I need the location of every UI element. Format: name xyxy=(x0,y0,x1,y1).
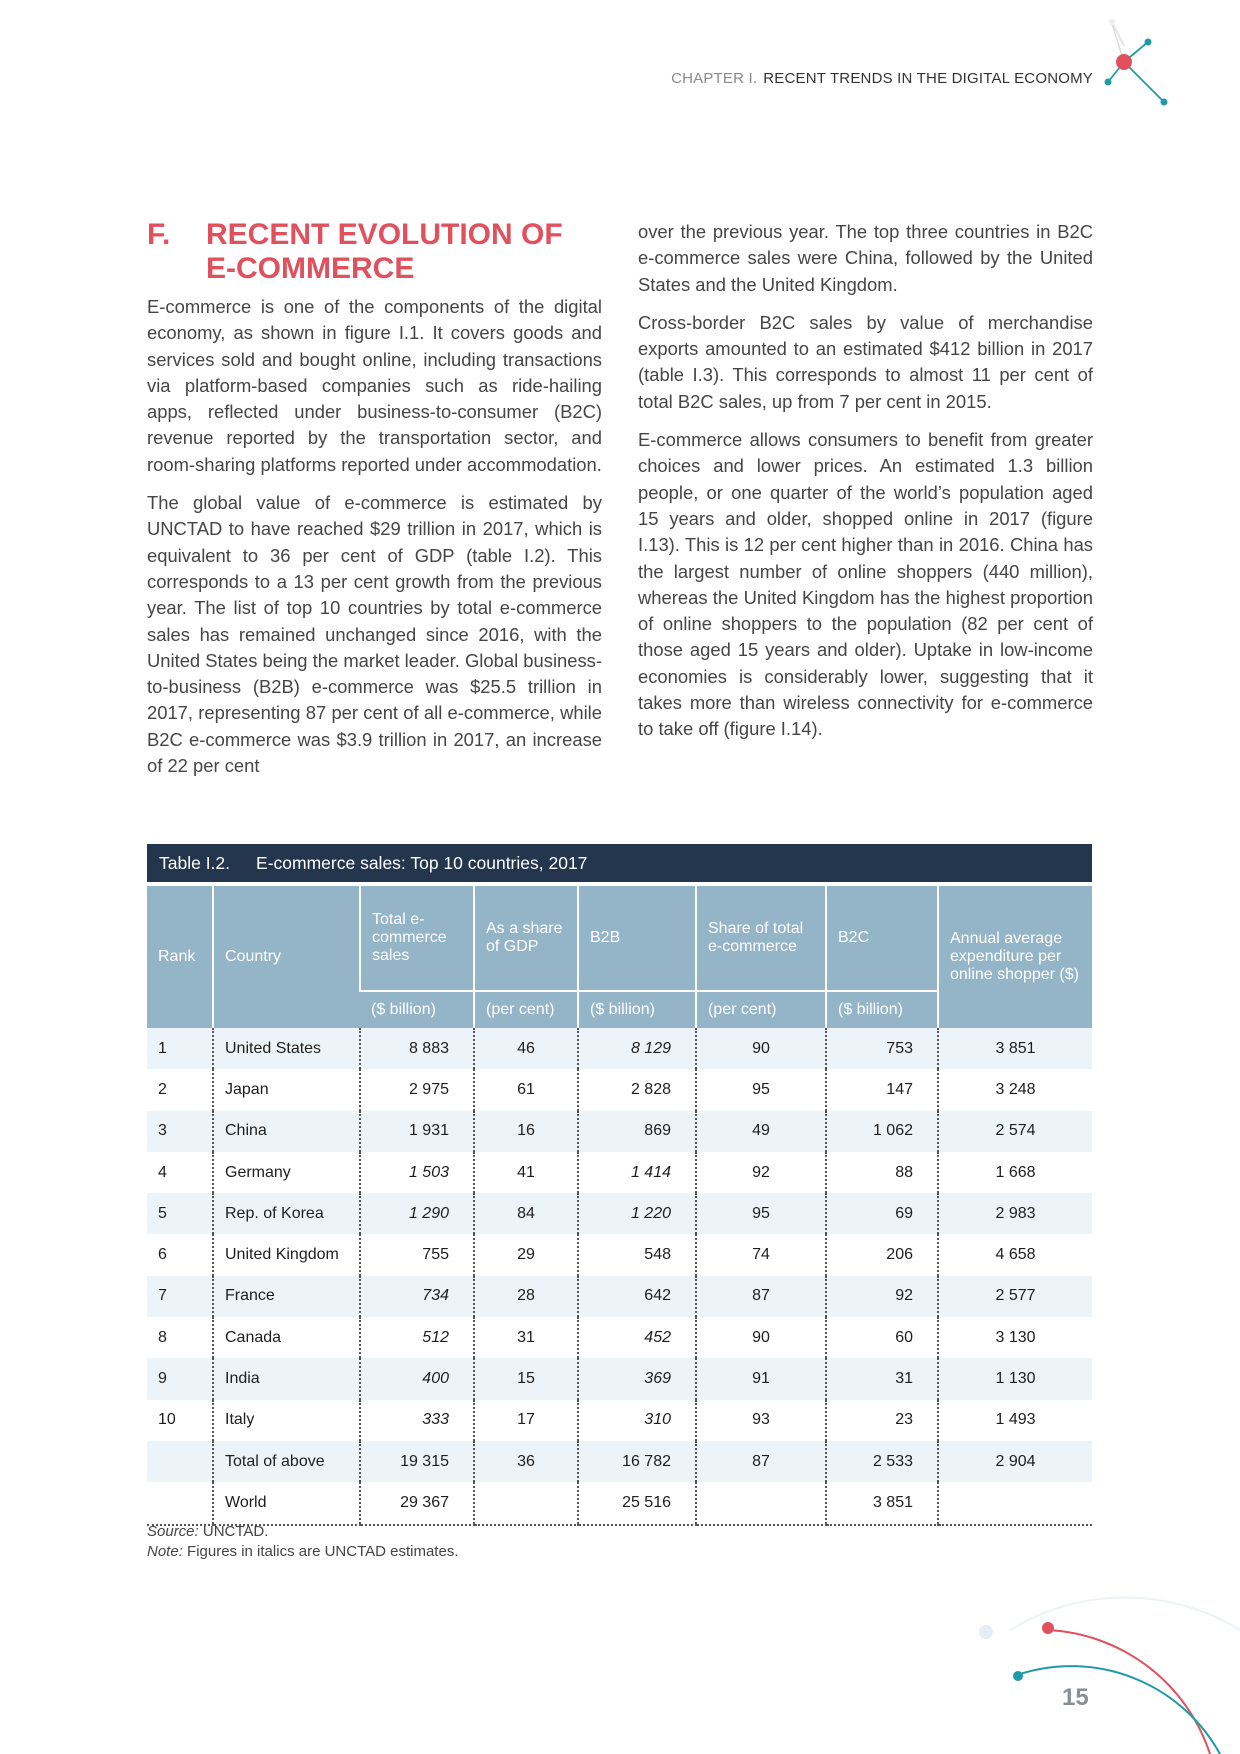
cell-b2c: 88 xyxy=(826,1152,938,1193)
source-text: UNCTAD. xyxy=(202,1523,269,1540)
cell-annual: 2 983 xyxy=(938,1193,1092,1234)
col-header-share-gdp: As a share of GDP xyxy=(474,886,578,991)
cell-total: 734 xyxy=(360,1276,474,1317)
cell-b2c: 1 062 xyxy=(826,1111,938,1152)
cell-total: 755 xyxy=(360,1234,474,1275)
cell-country: United States xyxy=(213,1028,360,1069)
cell-country: China xyxy=(213,1111,360,1152)
cell-country: Rep. of Korea xyxy=(213,1193,360,1234)
table-row-total xyxy=(147,1441,1092,1482)
cell-rank: 2 xyxy=(147,1069,213,1110)
cell-rank xyxy=(147,1441,213,1482)
cell-share-gdp xyxy=(474,1482,578,1524)
cell-b2c: 206 xyxy=(826,1234,938,1275)
cell-b2b: 310 xyxy=(578,1400,696,1441)
cell-annual: 3 248 xyxy=(938,1069,1092,1110)
cell-total: 2 975 xyxy=(360,1069,474,1110)
cell-share-total xyxy=(696,1482,826,1524)
cell-share-total: 90 xyxy=(696,1317,826,1358)
cell-annual: 2 574 xyxy=(938,1111,1092,1152)
cell-share-gdp: 46 xyxy=(474,1028,578,1069)
cell-total: 8 883 xyxy=(360,1028,474,1069)
table-row xyxy=(147,1193,1092,1234)
cell-rank: 5 xyxy=(147,1193,213,1234)
paragraph: E-commerce allows consumers to benefit from greater choices and lower prices. An estimated 1.3 billion people, or one quarter of the world’s population aged 15 years and older, shopped online in 2017 (figure I.13). This is 12 per cent higher than in 2016. China has the largest number of online shoppers (440 million), whereas the United Kingdom has the highest proportion of online shoppers to the population (82 per cent of those aged 15 years and older). Uptake in low-income economies is considerably lower, suggesting that it takes more than wireless connectivity for e-commerce to take off (figure I.14). xyxy=(638,429,1093,740)
cell-total: 29 367 xyxy=(360,1482,474,1524)
cell-country: Italy xyxy=(213,1400,360,1441)
cell-share-gdp: 36 xyxy=(474,1441,578,1482)
source-line xyxy=(147,1522,459,1542)
cell-total: 1 290 xyxy=(360,1193,474,1234)
cell-b2b: 2 828 xyxy=(578,1069,696,1110)
cell-b2c: 92 xyxy=(826,1276,938,1317)
cell-annual: 3 851 xyxy=(938,1028,1092,1069)
cell-total: 1 503 xyxy=(360,1152,474,1193)
cell-b2b: 16 782 xyxy=(578,1441,696,1482)
cell-b2c: 60 xyxy=(826,1317,938,1358)
ecommerce-table xyxy=(147,886,1092,1526)
unit-share-total: (per cent) xyxy=(696,991,826,1028)
cell-annual xyxy=(938,1482,1092,1524)
note-line xyxy=(147,1542,459,1562)
cell-b2c: 23 xyxy=(826,1400,938,1441)
table-number: Table I.2. xyxy=(159,853,231,873)
cell-share-gdp: 84 xyxy=(474,1193,578,1234)
cell-b2c: 3 851 xyxy=(826,1482,938,1524)
note-label: Note: xyxy=(147,1543,183,1560)
cell-b2b: 452 xyxy=(578,1317,696,1358)
cell-total: 512 xyxy=(360,1317,474,1358)
cell-share-gdp: 29 xyxy=(474,1234,578,1275)
right-column xyxy=(638,219,1093,755)
table-row xyxy=(147,1358,1092,1399)
cell-country: Canada xyxy=(213,1317,360,1358)
cell-b2c: 147 xyxy=(826,1069,938,1110)
unit-share-gdp: (per cent) xyxy=(474,991,578,1028)
cell-b2b: 642 xyxy=(578,1276,696,1317)
cell-share-gdp: 16 xyxy=(474,1111,578,1152)
col-header-share-total: Share of total e-commerce xyxy=(696,886,826,991)
cell-b2b: 25 516 xyxy=(578,1482,696,1524)
cell-rank: 3 xyxy=(147,1111,213,1152)
cell-b2b: 1 220 xyxy=(578,1193,696,1234)
cell-b2c: 69 xyxy=(826,1193,938,1234)
cell-share-total: 92 xyxy=(696,1152,826,1193)
unit-b2b: ($ billion) xyxy=(578,991,696,1028)
cell-b2b: 8 129 xyxy=(578,1028,696,1069)
chapter-label: CHAPTER I. xyxy=(671,70,758,87)
cell-share-total: 87 xyxy=(696,1441,826,1482)
cell-b2b: 1 414 xyxy=(578,1152,696,1193)
paragraph: Cross-border B2C sales by value of merchandise exports amounted to an estimated $412 billion in 2017 (table I.3). This corresponds to almost 11 per cent of total B2C sales, up from 7 per cent in 2015. xyxy=(638,311,1093,412)
orbit-decoration-icon xyxy=(970,1590,1240,1754)
section-title-text xyxy=(206,218,563,286)
cell-b2b: 869 xyxy=(578,1111,696,1152)
section-title-line2: E-COMMERCE xyxy=(206,252,415,285)
cell-total: 400 xyxy=(360,1358,474,1399)
cell-share-gdp: 61 xyxy=(474,1069,578,1110)
cell-rank: 6 xyxy=(147,1234,213,1275)
cell-share-total: 49 xyxy=(696,1111,826,1152)
col-header-b2b: B2B xyxy=(578,886,696,991)
cell-rank xyxy=(147,1482,213,1524)
note-text: Figures in italics are UNCTAD estimates. xyxy=(187,1543,459,1560)
paragraph: E-commerce is one of the components of the digital economy, as shown in figure I.1. It covers goods and services sold and bought online, including transactions via platform-based companies such as ride-hailing apps, reflected under business-to-consumer (B2C) revenue reported by the transportation sector, and room-sharing platforms reported under accommodation. xyxy=(147,296,602,475)
table-row xyxy=(147,1317,1092,1358)
col-header-total: Total e-commerce sales xyxy=(360,886,474,991)
ecommerce-table-block xyxy=(147,844,1092,1526)
cell-b2b: 548 xyxy=(578,1234,696,1275)
cell-country: India xyxy=(213,1358,360,1399)
cell-total: 1 931 xyxy=(360,1111,474,1152)
cell-share-gdp: 17 xyxy=(474,1400,578,1441)
cell-country: France xyxy=(213,1276,360,1317)
col-header-country: Country xyxy=(213,886,360,1028)
cell-b2c: 31 xyxy=(826,1358,938,1399)
cell-rank: 1 xyxy=(147,1028,213,1069)
cell-total: 333 xyxy=(360,1400,474,1441)
table-row xyxy=(147,1400,1092,1441)
section-heading xyxy=(147,218,602,286)
cell-country: World xyxy=(213,1482,360,1524)
cell-annual: 4 658 xyxy=(938,1234,1092,1275)
table-row xyxy=(147,1152,1092,1193)
table-source-note xyxy=(147,1522,459,1562)
table-caption xyxy=(147,844,1092,882)
cell-annual: 1 493 xyxy=(938,1400,1092,1441)
table-row xyxy=(147,1069,1092,1110)
table-row xyxy=(147,1111,1092,1152)
table-row-world xyxy=(147,1482,1092,1524)
page-number: 15 xyxy=(1062,1684,1089,1711)
section-letter: F. xyxy=(147,218,171,251)
cell-share-total: 74 xyxy=(696,1234,826,1275)
cell-rank: 4 xyxy=(147,1152,213,1193)
cell-annual: 3 130 xyxy=(938,1317,1092,1358)
source-label: Source: xyxy=(147,1523,199,1540)
cell-share-total: 93 xyxy=(696,1400,826,1441)
cell-share-gdp: 41 xyxy=(474,1152,578,1193)
running-header xyxy=(671,70,1093,87)
paragraph: over the previous year. The top three countries in B2C e-commerce sales were China, followed by the United States and the United Kingdom. xyxy=(638,221,1093,295)
cell-annual: 2 577 xyxy=(938,1276,1092,1317)
table-title: E-commerce sales: Top 10 countries, 2017 xyxy=(256,853,588,873)
cell-share-total: 95 xyxy=(696,1069,826,1110)
table-row xyxy=(147,1234,1092,1275)
cell-share-gdp: 31 xyxy=(474,1317,578,1358)
cell-annual: 1 668 xyxy=(938,1152,1092,1193)
cell-share-total: 87 xyxy=(696,1276,826,1317)
chapter-title: RECENT TRENDS IN THE DIGITAL ECONOMY xyxy=(763,70,1093,87)
col-header-rank: Rank xyxy=(147,886,213,1028)
col-header-annual: Annual average expenditure per online shopper ($) xyxy=(938,886,1092,1028)
unit-total: ($ billion) xyxy=(360,991,474,1028)
cell-rank: 7 xyxy=(147,1276,213,1317)
paragraph: The global value of e-commerce is estimated by UNCTAD to have reached $29 trillion in 2017, which is equivalent to 36 per cent of GDP (table I.2). This corresponds to a 13 per cent growth from the previous year. The list of top 10 countries by total e-commerce sales has remained unchanged since 2016, with the United States being the market leader. Global business-to-business (B2B) e-commerce was $25.5 trillion in 2017, representing 87 per cent of all e-commerce, while B2C e-commerce was $3.9 trillion in 2017, an increase of 22 per cent xyxy=(147,492,602,777)
cell-country: United Kingdom xyxy=(213,1234,360,1275)
cell-share-total: 91 xyxy=(696,1358,826,1399)
section-title-line1: RECENT EVOLUTION OF xyxy=(206,218,563,251)
cell-rank: 9 xyxy=(147,1358,213,1399)
cell-b2b: 369 xyxy=(578,1358,696,1399)
network-node-icon xyxy=(1104,16,1188,112)
cell-country: Total of above xyxy=(213,1441,360,1482)
cell-rank: 10 xyxy=(147,1400,213,1441)
cell-share-gdp: 15 xyxy=(474,1358,578,1399)
left-column xyxy=(147,218,602,791)
cell-country: Japan xyxy=(213,1069,360,1110)
cell-rank: 8 xyxy=(147,1317,213,1358)
cell-b2c: 753 xyxy=(826,1028,938,1069)
cell-share-total: 90 xyxy=(696,1028,826,1069)
cell-b2c: 2 533 xyxy=(826,1441,938,1482)
cell-annual: 1 130 xyxy=(938,1358,1092,1399)
cell-total: 19 315 xyxy=(360,1441,474,1482)
cell-share-gdp: 28 xyxy=(474,1276,578,1317)
unit-b2c: ($ billion) xyxy=(826,991,938,1028)
table-row xyxy=(147,1276,1092,1317)
cell-share-total: 95 xyxy=(696,1193,826,1234)
col-header-b2c: B2C xyxy=(826,886,938,991)
cell-country: Germany xyxy=(213,1152,360,1193)
table-row xyxy=(147,1028,1092,1069)
cell-annual: 2 904 xyxy=(938,1441,1092,1482)
